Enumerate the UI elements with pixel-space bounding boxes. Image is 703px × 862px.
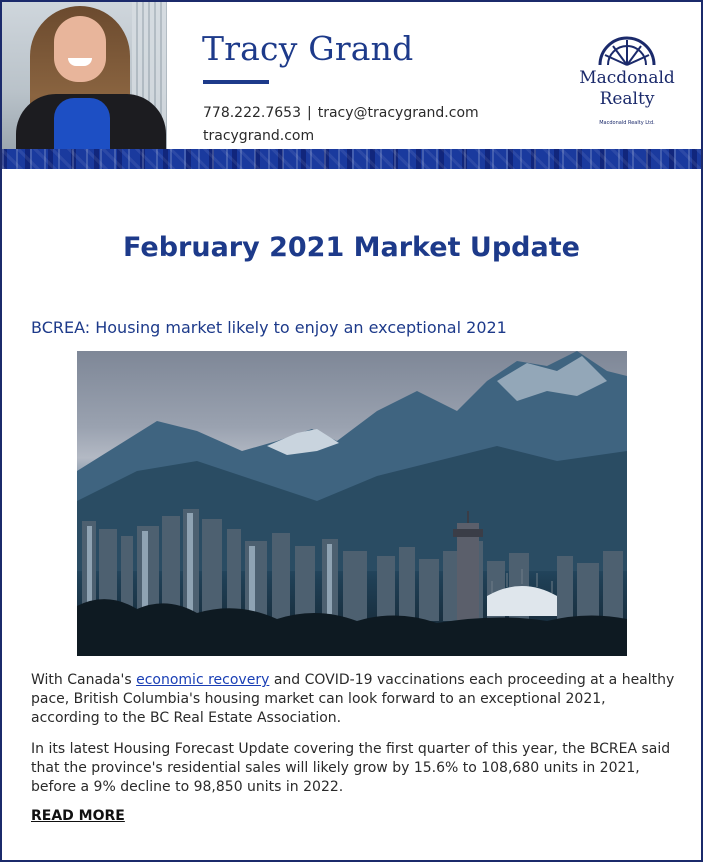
article-headline[interactable]: BCREA: Housing market likely to enjoy an exceptional 2021 <box>31 318 507 337</box>
read-more-link[interactable]: READ MORE <box>31 808 125 824</box>
paragraph-1-text-start: With Canada's <box>31 672 137 688</box>
email-header <box>2 2 701 152</box>
article-paragraph-1 <box>31 671 676 728</box>
article-paragraph-2: In its latest Housing Forecast Update covering the first quarter of this year, the BCREA said that the province's residential sales will likely grow by 15.6% to 108,680 units in 2021, before a 9% decline to 98,850 units in 2022. <box>31 741 671 795</box>
agent-photo <box>2 2 167 152</box>
logo-legal-name: Macdonald Realty Ltd. <box>599 120 655 126</box>
economic-recovery-link[interactable]: economic recovery <box>136 672 270 688</box>
phone-number[interactable]: 778.222.7653 <box>203 105 301 121</box>
agent-name: Tracy Grand <box>202 29 414 68</box>
arch-logo-icon <box>596 36 658 66</box>
website-link[interactable]: tracygrand.com <box>203 128 315 144</box>
logo-brand-line1: Macdonald <box>579 68 675 88</box>
email-address[interactable]: tracy@tracygrand.com <box>317 105 479 121</box>
city-skyline-mountains-photo[interactable] <box>77 351 627 656</box>
header-banner <box>2 149 701 169</box>
macdonald-realty-logo[interactable] <box>562 36 692 146</box>
contact-separator: | <box>306 105 312 121</box>
logo-brand-line2: Realty <box>599 89 655 109</box>
name-underline <box>203 80 269 84</box>
paragraph-1-text-end: and COVID-19 vaccinations each proceeding at a healthy pace, British Columbia's housing market can look forward to an exceptional 2021, according to the BC Real Estate Association. <box>31 672 675 726</box>
newsletter-title: February 2021 Market Update <box>123 232 580 263</box>
contact-block <box>203 102 479 148</box>
